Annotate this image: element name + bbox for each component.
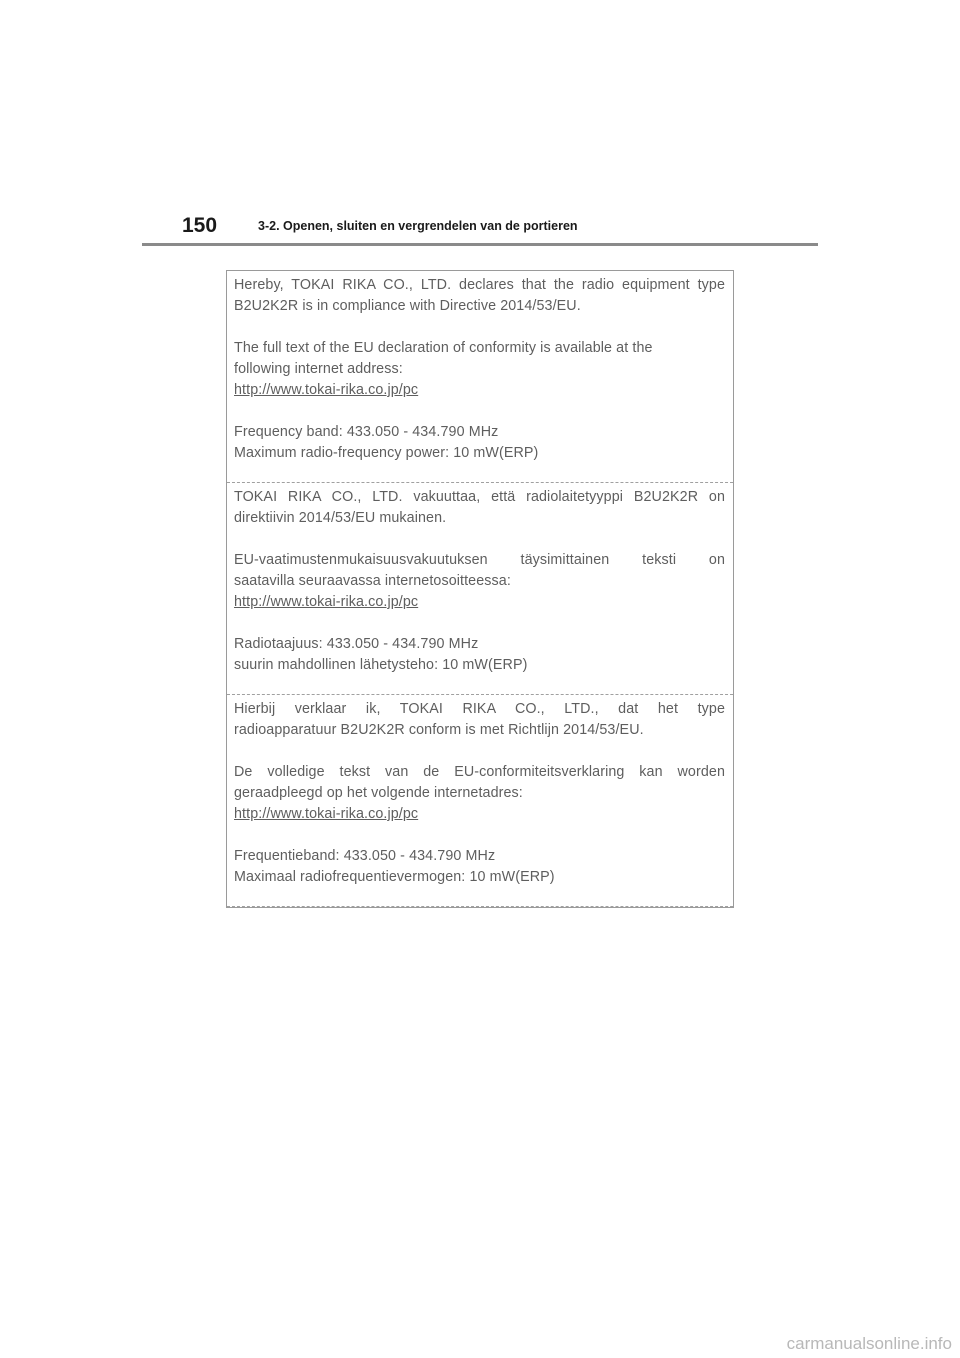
frequency-band: Frequency band: 433.050 - 434.790 MHz [234,424,499,440]
header-rule [142,243,818,246]
declaration-url-link[interactable]: http://www.tokai-rika.co.jp/pc [234,382,419,398]
spacer [234,825,725,846]
spacer [234,741,725,762]
section-title: 3-2. Openen, sluiten en vergrendelen van de portieren [258,219,578,233]
spacer [234,317,725,338]
full-text-notice-continued: following internet address: [234,361,403,377]
full-text-notice: De volledige tekst van de EU-conformiteitsverklaring kan worden [234,764,725,780]
spacer [234,401,725,422]
full-text-notice-continued: saatavilla seuraavassa internetosoitteessa: [234,573,511,589]
declaration-statement: TOKAI RIKA CO., LTD. vakuuttaa, että radiolaitetyyppi B2U2K2R on [234,489,725,505]
declaration-statement-continued: direktiivin 2014/53/EU mukainen. [234,510,447,526]
declaration-box [226,270,734,908]
declaration-url-link[interactable]: http://www.tokai-rika.co.jp/pc [234,594,419,610]
declaration-block-dutch [227,695,733,907]
page-header [0,0,960,250]
declaration-url-link[interactable]: http://www.tokai-rika.co.jp/pc [234,806,419,822]
declaration-statement: Hierbij verklaar ik, TOKAI RIKA CO., LTD., dat het type [234,701,725,717]
full-text-notice: EU-vaatimustenmukaisuusvakuutuksen täysimittainen teksti on [234,552,725,568]
frequency-band: Frequentieband: 433.050 - 434.790 MHz [234,848,496,864]
watermark: carmanualsonline.info [786,1334,952,1353]
declaration-block-finnish [227,483,733,695]
page-number: 150 [182,214,218,237]
declaration-block-english [227,271,733,483]
declaration-statement: Hereby, TOKAI RIKA CO., LTD. declares that the radio equipment type [234,277,725,293]
full-text-notice: The full text of the EU declaration of conformity is available at the [234,340,653,356]
max-power: Maximaal radiofrequentievermogen: 10 mW(ERP) [234,869,555,885]
frequency-band: Radiotaajuus: 433.050 - 434.790 MHz [234,636,479,652]
declaration-statement-continued: radioapparatuur B2U2K2R conform is met Richtlijn 2014/53/EU. [234,722,644,738]
spacer [234,529,725,550]
declaration-statement-continued: B2U2K2R is in compliance with Directive 2014/53/EU. [234,298,581,314]
max-power: Maximum radio-frequency power: 10 mW(ERP) [234,445,539,461]
full-text-notice-continued: geraadpleegd op het volgende internetadres: [234,785,523,801]
max-power: suurin mahdollinen lähetysteho: 10 mW(ERP) [234,657,528,673]
spacer [234,613,725,634]
